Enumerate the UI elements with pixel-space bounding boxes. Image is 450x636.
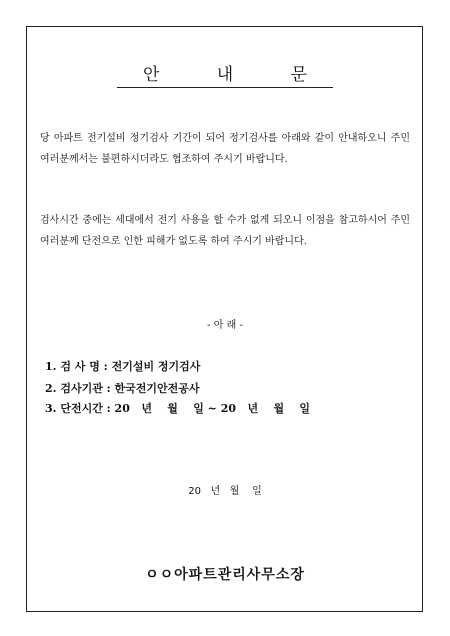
paragraph-inspection-notice: 당 아파트 전기설비 정기검사 기간이 되어 정기검사를 아래와 같이 안내하오니 주민 여러분께서는 불편하시더라도 협조하여 주시기 바랍니다. xyxy=(40,133,410,165)
paragraph-power-outage: 검사시간 중에는 세대에서 전기 사용을 할 수가 없게 되오니 이점을 참고하시어 주민 여러분께 단전으로 인한 피해가 없도록 하여 주시기 바랍니다. xyxy=(40,215,410,247)
item-inspection-name: 1. 검 사 명 : 전기설비 정기검사 xyxy=(45,360,201,373)
notice-title-text: 안 내 문 xyxy=(117,65,333,88)
document-date: 20 년 월 일 xyxy=(188,486,262,497)
details-subheading: - 아 래 - xyxy=(206,320,244,331)
notice-title xyxy=(0,60,450,85)
signature-office: ㅇㅇ아파트관리사무소장 xyxy=(145,567,305,583)
item-inspection-agency: 2. 검사기관 : 한국전기안전공사 xyxy=(45,382,200,395)
item-outage-time: 3. 단전시간 : 20 년 월 일 ~ 20 년 월 일 xyxy=(45,402,311,415)
